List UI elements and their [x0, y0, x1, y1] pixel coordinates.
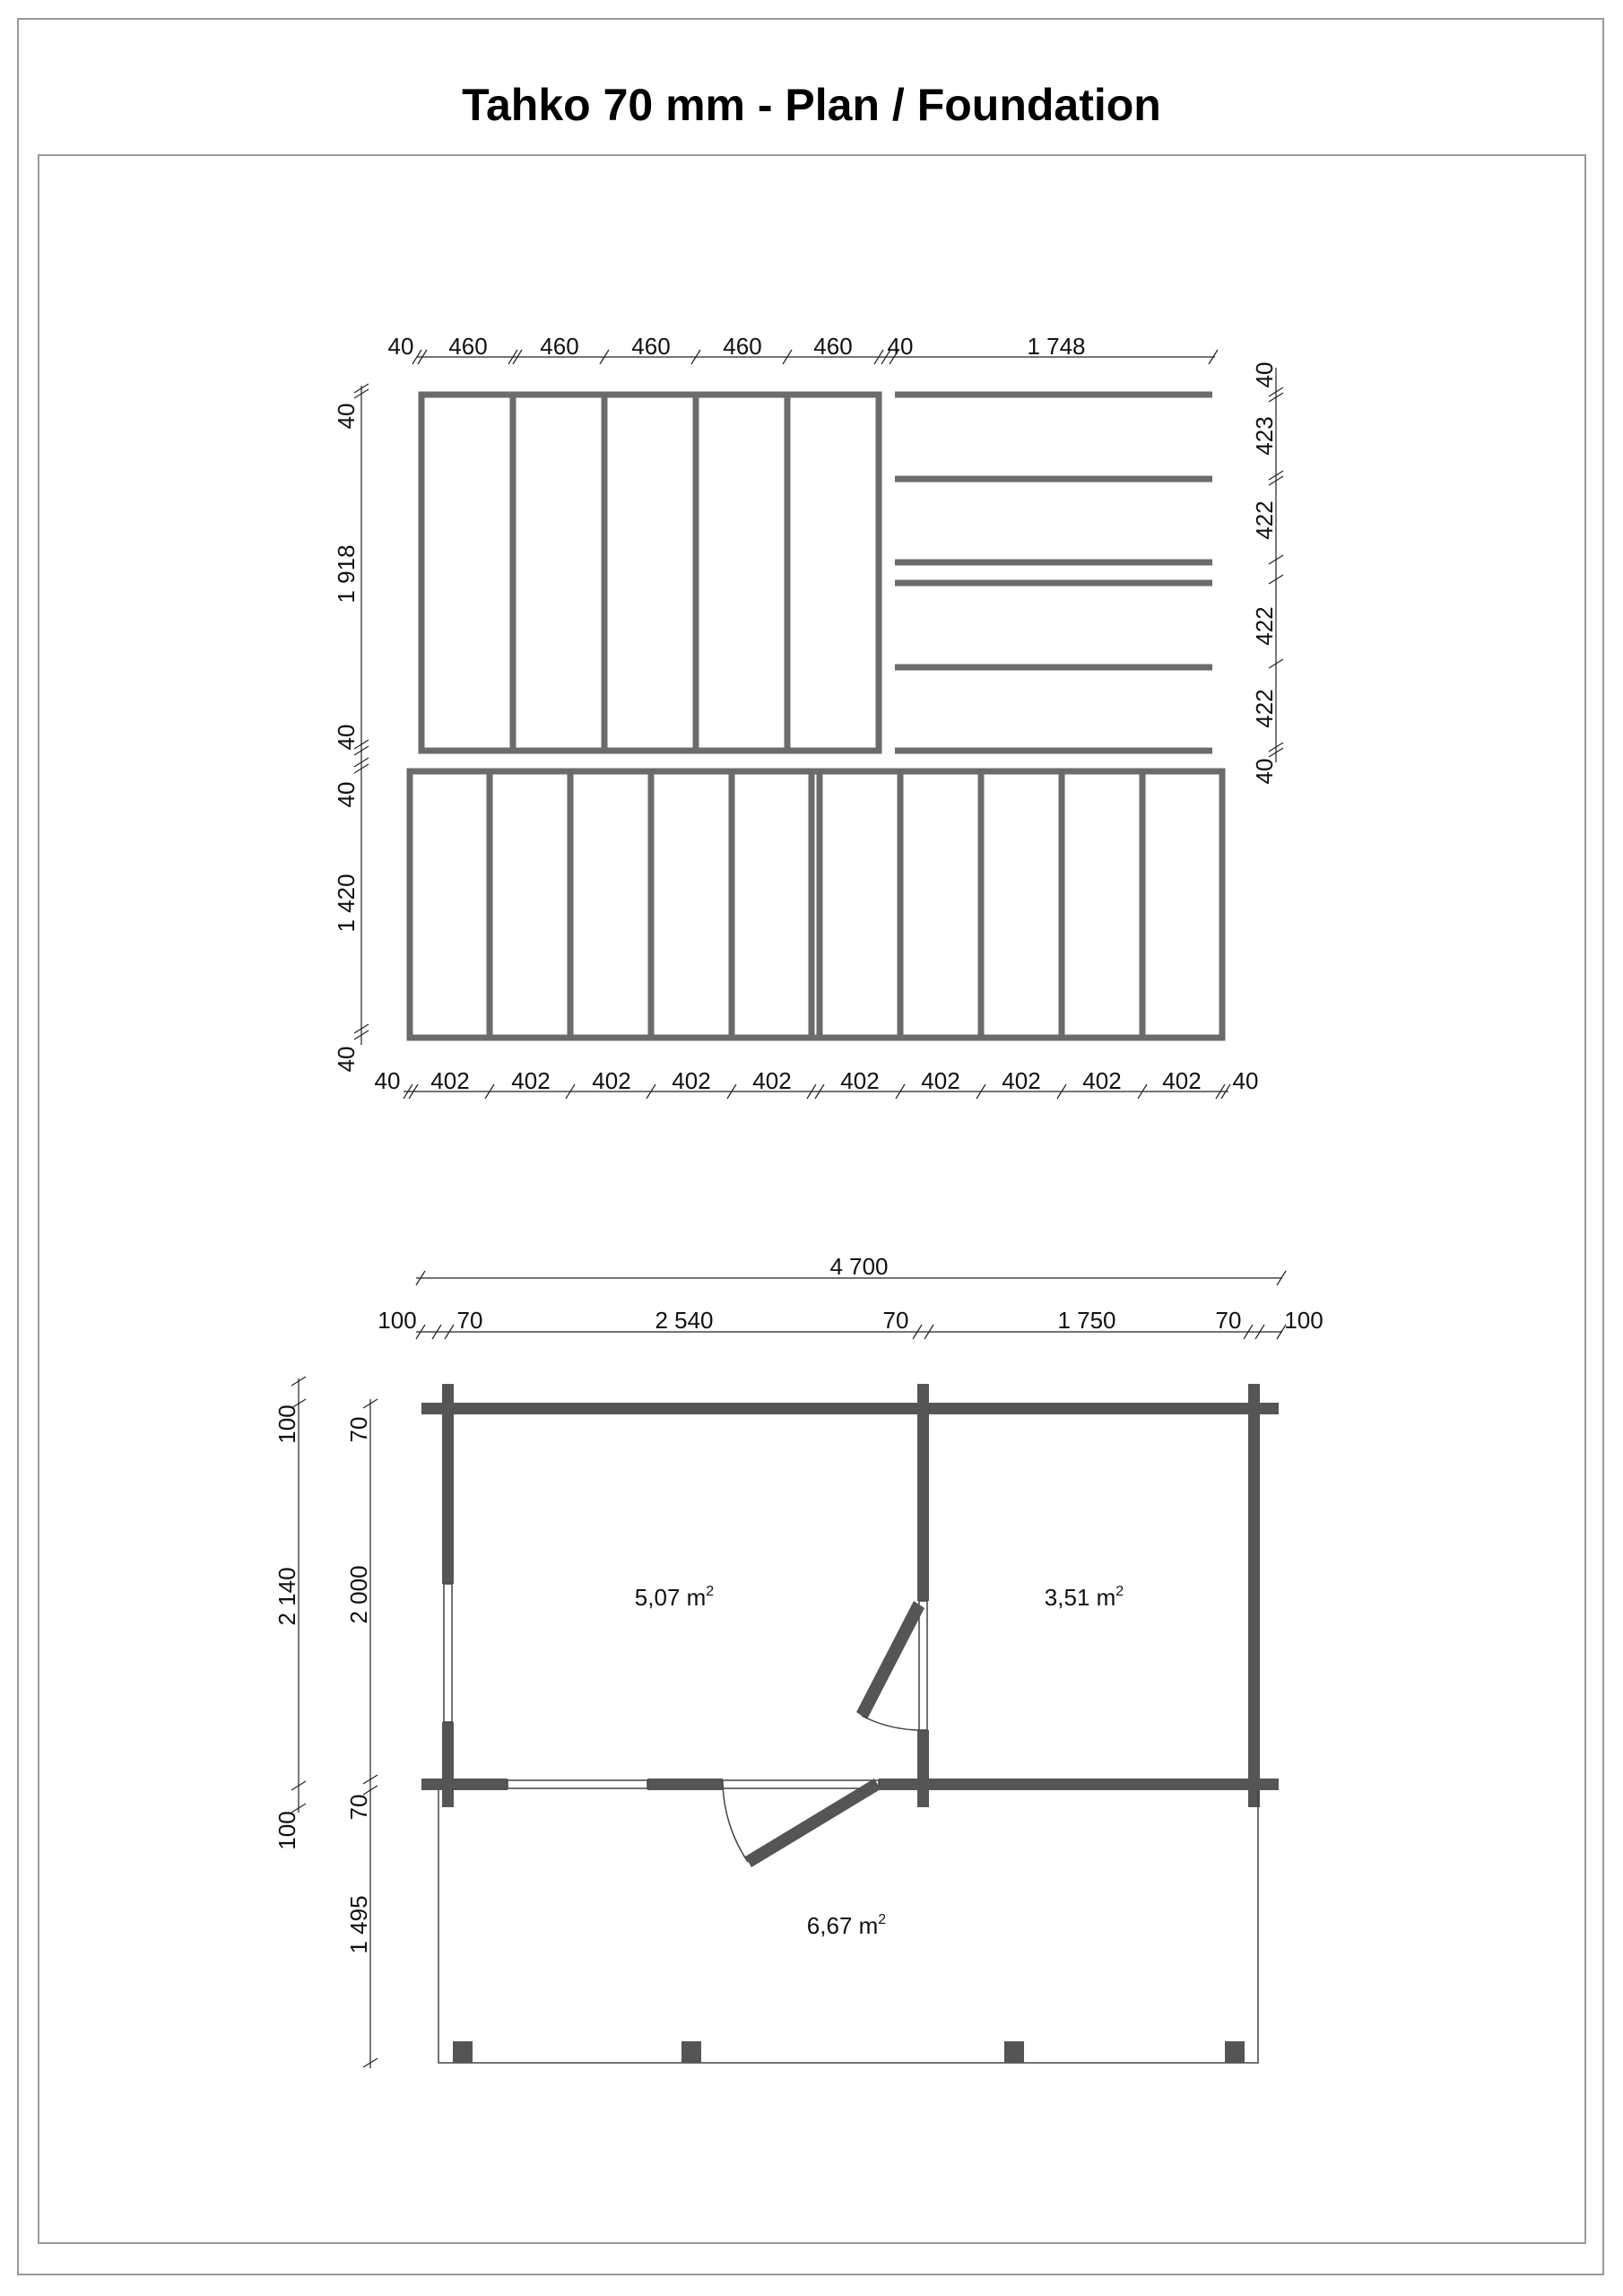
- area-label-room-1: 5,07 $m^2$: [634, 1584, 715, 1611]
- dim-label: 70: [456, 1307, 483, 1334]
- wall: [1248, 1384, 1260, 1807]
- dim-label: 1 750: [1057, 1307, 1116, 1334]
- dim-label: 460: [813, 333, 853, 360]
- dim-label: 1 918: [333, 544, 360, 604]
- area-label-terrace: 6,67 $m^2$: [806, 1912, 887, 1939]
- dim-label: 402: [511, 1067, 551, 1094]
- foundation-plan: [410, 395, 1222, 1038]
- dim-label: 402: [1082, 1067, 1122, 1094]
- dim-label: 100: [273, 1405, 300, 1444]
- dim-label: 402: [592, 1067, 631, 1094]
- window: [444, 1584, 452, 1722]
- dim-label: 422: [1251, 500, 1278, 540]
- dim-label-overall: 4 700: [829, 1253, 889, 1280]
- dim-label: 100: [273, 1811, 300, 1850]
- foundation-frame-bottom: [410, 771, 1222, 1038]
- dim-label: 70: [882, 1307, 909, 1334]
- dim-label: 40: [333, 1046, 360, 1073]
- page-title: Tahko 70 mm - Plan / Foundation: [462, 80, 1161, 130]
- dim-label: 70: [345, 1794, 372, 1821]
- wall: [879, 1779, 1279, 1790]
- dim-label: 40: [1251, 758, 1278, 785]
- wall: [647, 1779, 723, 1790]
- dim-label: 70: [345, 1416, 372, 1443]
- door-swing: [723, 1785, 748, 1862]
- dim-label: 40: [333, 724, 360, 751]
- post: [681, 2041, 701, 2063]
- dim-label: 2 000: [345, 1565, 372, 1624]
- door-opening: [919, 1601, 927, 1730]
- dim-label: 100: [1284, 1307, 1324, 1334]
- dim-label: 40: [333, 781, 360, 808]
- entrance-door-leaf: [745, 1779, 881, 1867]
- dim-label: 40: [333, 403, 360, 430]
- dim-label: 402: [1162, 1067, 1202, 1094]
- dim-label: 40: [1251, 361, 1278, 388]
- dim-label: 100: [378, 1307, 417, 1334]
- dim-label: 402: [1002, 1067, 1041, 1094]
- dim-label: 40: [387, 333, 414, 360]
- dim-label: 422: [1251, 606, 1278, 646]
- wall: [421, 1779, 508, 1790]
- dim-label: 402: [672, 1067, 711, 1094]
- dim-label: 402: [752, 1067, 792, 1094]
- window: [508, 1780, 647, 1788]
- dim-label: 460: [448, 333, 488, 360]
- dim-label: 2 540: [655, 1307, 714, 1334]
- dim-label: 402: [840, 1067, 880, 1094]
- dim-label: 460: [723, 333, 762, 360]
- dim-label: 2 140: [273, 1567, 300, 1626]
- dim-label: 460: [540, 333, 579, 360]
- dim-label: 402: [921, 1067, 960, 1094]
- wall: [917, 1384, 929, 1601]
- dim-label: 422: [1251, 689, 1278, 728]
- wall: [442, 1722, 454, 1807]
- dim-label: 1 420: [333, 874, 360, 933]
- wall: [917, 1730, 929, 1807]
- dim-label: 402: [430, 1067, 470, 1094]
- post: [1004, 2041, 1024, 2063]
- area-label-room-2: 3,51 $m^2$: [1044, 1584, 1124, 1611]
- dim-label: 1 495: [345, 1895, 372, 1954]
- door-leaf: [856, 1601, 924, 1719]
- dim-label: 460: [631, 333, 671, 360]
- dim-label: 70: [1215, 1307, 1242, 1334]
- foundation-frame-left: [421, 395, 879, 751]
- plan-dimensions: [273, 1253, 1324, 2068]
- dim-label: 423: [1251, 416, 1278, 456]
- wall: [442, 1384, 454, 1584]
- post: [453, 2041, 473, 2063]
- dim-label: 40: [1232, 1067, 1259, 1094]
- door-swing: [862, 1716, 919, 1730]
- floor-plan: [421, 1384, 1279, 2063]
- dim-label: 40: [887, 333, 914, 360]
- post: [1225, 2041, 1245, 2063]
- door-opening: [723, 1780, 879, 1788]
- wall: [421, 1403, 1279, 1414]
- dim-label: 1 748: [1027, 333, 1086, 360]
- dim-label: 40: [374, 1067, 401, 1094]
